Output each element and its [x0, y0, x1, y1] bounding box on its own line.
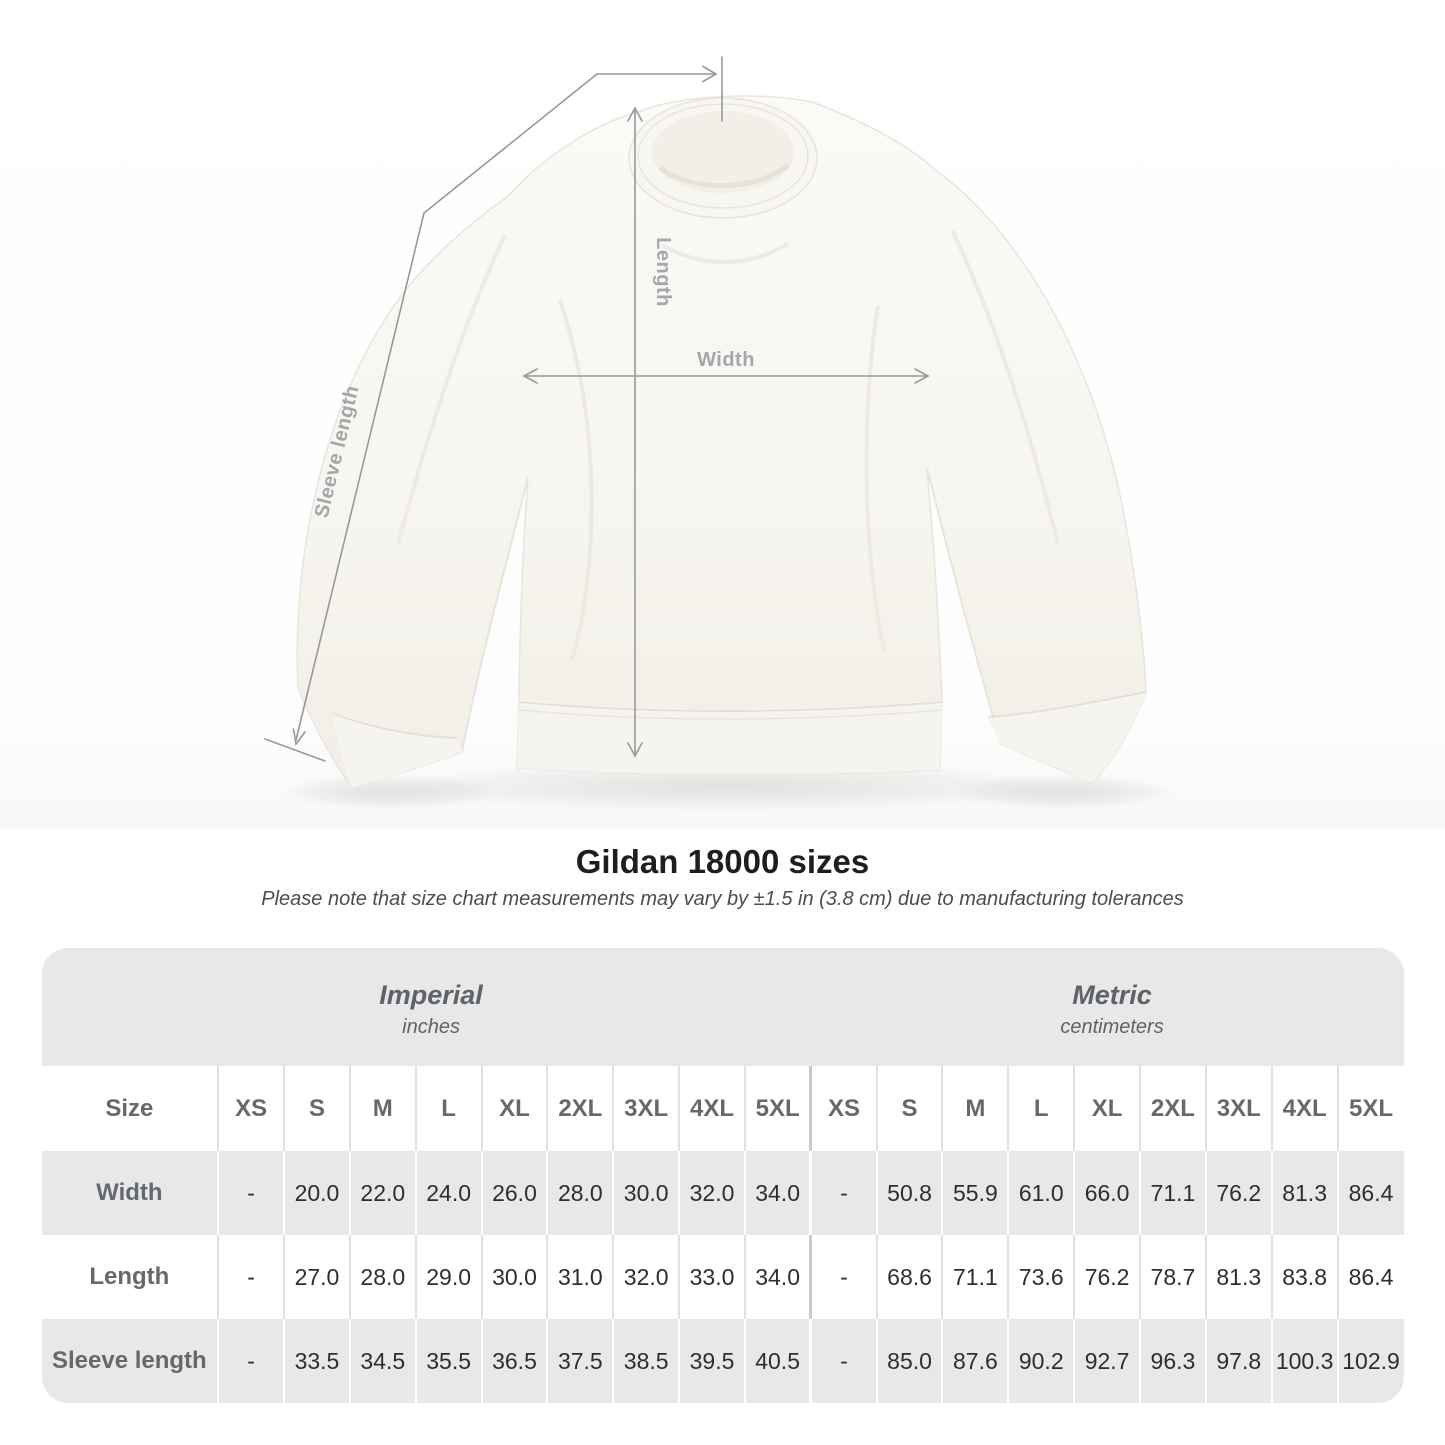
- value-cell-imperial: 30.0: [613, 1151, 679, 1235]
- unit-header-band: [42, 948, 1404, 1066]
- value-cell-imperial: -: [218, 1235, 284, 1319]
- value-cell-metric: 78.7: [1140, 1235, 1206, 1319]
- size-col-header-metric: L: [1008, 1066, 1074, 1151]
- value-cell-imperial: 36.5: [482, 1319, 548, 1403]
- imperial-title: Imperial: [379, 979, 483, 1010]
- hem-band: [517, 700, 942, 774]
- size-col-header-imperial: S: [284, 1066, 350, 1151]
- value-cell-imperial: 20.0: [284, 1151, 350, 1235]
- value-cell-imperial: 35.5: [416, 1319, 482, 1403]
- value-cell-imperial: 29.0: [416, 1235, 482, 1319]
- value-cell-metric: 100.3: [1272, 1319, 1338, 1403]
- value-cell-metric: 97.8: [1206, 1319, 1272, 1403]
- value-cell-metric: 86.4: [1338, 1151, 1404, 1235]
- page-title: Gildan 18000 sizes: [575, 843, 870, 880]
- size-col-header-imperial: 5XL: [745, 1066, 811, 1151]
- value-cell-metric: 81.3: [1206, 1235, 1272, 1319]
- size-col-header-metric: 3XL: [1206, 1066, 1272, 1151]
- metric-title: Metric: [1072, 979, 1152, 1010]
- value-cell-metric: 55.9: [942, 1151, 1008, 1235]
- row-label: Sleeve length: [51, 1347, 207, 1374]
- value-cell-metric: 66.0: [1074, 1151, 1140, 1235]
- value-cell-imperial: 39.5: [679, 1319, 745, 1403]
- size-col-header-metric: XL: [1074, 1066, 1140, 1151]
- value-cell-imperial: 28.0: [350, 1235, 416, 1319]
- table-row: [42, 1319, 1404, 1403]
- size-col-header-metric: 5XL: [1338, 1066, 1404, 1151]
- value-cell-imperial: 32.0: [613, 1235, 679, 1319]
- length-label: Length: [652, 237, 674, 307]
- value-cell-imperial: -: [218, 1151, 284, 1235]
- size-col-header-metric: S: [877, 1066, 943, 1151]
- value-cell-metric: 61.0: [1008, 1151, 1074, 1235]
- imperial-unit: inches: [402, 1015, 460, 1038]
- value-cell-metric: 83.8: [1272, 1235, 1338, 1319]
- size-col-header-imperial: XL: [482, 1066, 548, 1151]
- value-cell-imperial: 40.5: [745, 1319, 811, 1403]
- value-cell-metric: 73.6: [1008, 1235, 1074, 1319]
- measurements-table: [42, 1066, 1404, 1403]
- size-col-header-imperial: 4XL: [679, 1066, 745, 1151]
- value-cell-metric: -: [811, 1319, 877, 1403]
- value-cell-imperial: 26.0: [482, 1151, 548, 1235]
- value-cell-imperial: 34.0: [745, 1235, 811, 1319]
- value-cell-metric: 81.3: [1272, 1151, 1338, 1235]
- collar: [629, 98, 817, 218]
- value-cell-imperial: 33.0: [679, 1235, 745, 1319]
- value-cell-imperial: 28.0: [547, 1151, 613, 1235]
- size-col-header-imperial: 3XL: [613, 1066, 679, 1151]
- value-cell-metric: 102.9: [1338, 1319, 1404, 1403]
- size-col-header-imperial: L: [416, 1066, 482, 1151]
- value-cell-metric: 68.6: [877, 1235, 943, 1319]
- value-cell-imperial: 22.0: [350, 1151, 416, 1235]
- size-col-header-imperial: M: [350, 1066, 416, 1151]
- size-col-header-metric: 2XL: [1140, 1066, 1206, 1151]
- sleeve-length-label: Sleeve length: [310, 383, 364, 521]
- value-cell-metric: -: [811, 1151, 877, 1235]
- value-cell-imperial: 37.5: [547, 1319, 613, 1403]
- value-cell-metric: 50.8: [877, 1151, 943, 1235]
- tolerance-note: Please note that size chart measurements may vary by ±1.5 in (3.8 cm) due to manufacturing tolerances: [261, 888, 1184, 910]
- value-cell-imperial: -: [218, 1319, 284, 1403]
- value-cell-imperial: 27.0: [284, 1235, 350, 1319]
- value-cell-imperial: 34.5: [350, 1319, 416, 1403]
- value-cell-imperial: 24.0: [416, 1151, 482, 1235]
- size-col-header-metric: 4XL: [1272, 1066, 1338, 1151]
- row-label: Length: [89, 1263, 170, 1290]
- size-col-header-imperial: 2XL: [547, 1066, 613, 1151]
- value-cell-metric: 92.7: [1074, 1319, 1140, 1403]
- value-cell-metric: 76.2: [1206, 1151, 1272, 1235]
- value-cell-imperial: 33.5: [284, 1319, 350, 1403]
- size-table-body: [42, 1151, 1404, 1403]
- table-row: [42, 1235, 1404, 1319]
- value-cell-metric: 90.2: [1008, 1319, 1074, 1403]
- metric-unit: centimeters: [1060, 1015, 1164, 1038]
- size-header-row: [42, 1066, 1404, 1151]
- value-cell-imperial: 30.0: [482, 1235, 548, 1319]
- value-cell-metric: 76.2: [1074, 1235, 1140, 1319]
- value-cell-metric: 85.0: [877, 1319, 943, 1403]
- row-label: Width: [96, 1179, 163, 1206]
- width-label: Width: [697, 349, 755, 371]
- metric-header: [821, 948, 1404, 1066]
- value-cell-metric: 86.4: [1338, 1235, 1404, 1319]
- imperial-header: [42, 948, 821, 1066]
- size-chart-table: [42, 948, 1404, 1403]
- size-col-header-imperial: XS: [218, 1066, 284, 1151]
- value-cell-metric: -: [811, 1235, 877, 1319]
- size-header-label: Size: [105, 1094, 154, 1122]
- value-cell-metric: 87.6: [942, 1319, 1008, 1403]
- value-cell-metric: 71.1: [1140, 1151, 1206, 1235]
- value-cell-imperial: 32.0: [679, 1151, 745, 1235]
- table-row: [42, 1151, 1404, 1235]
- size-col-header-metric: XS: [811, 1066, 877, 1151]
- value-cell-imperial: 31.0: [547, 1235, 613, 1319]
- value-cell-metric: 71.1: [942, 1235, 1008, 1319]
- size-col-header-metric: M: [942, 1066, 1008, 1151]
- value-cell-imperial: 38.5: [613, 1319, 679, 1403]
- value-cell-metric: 96.3: [1140, 1319, 1206, 1403]
- value-cell-imperial: 34.0: [745, 1151, 811, 1235]
